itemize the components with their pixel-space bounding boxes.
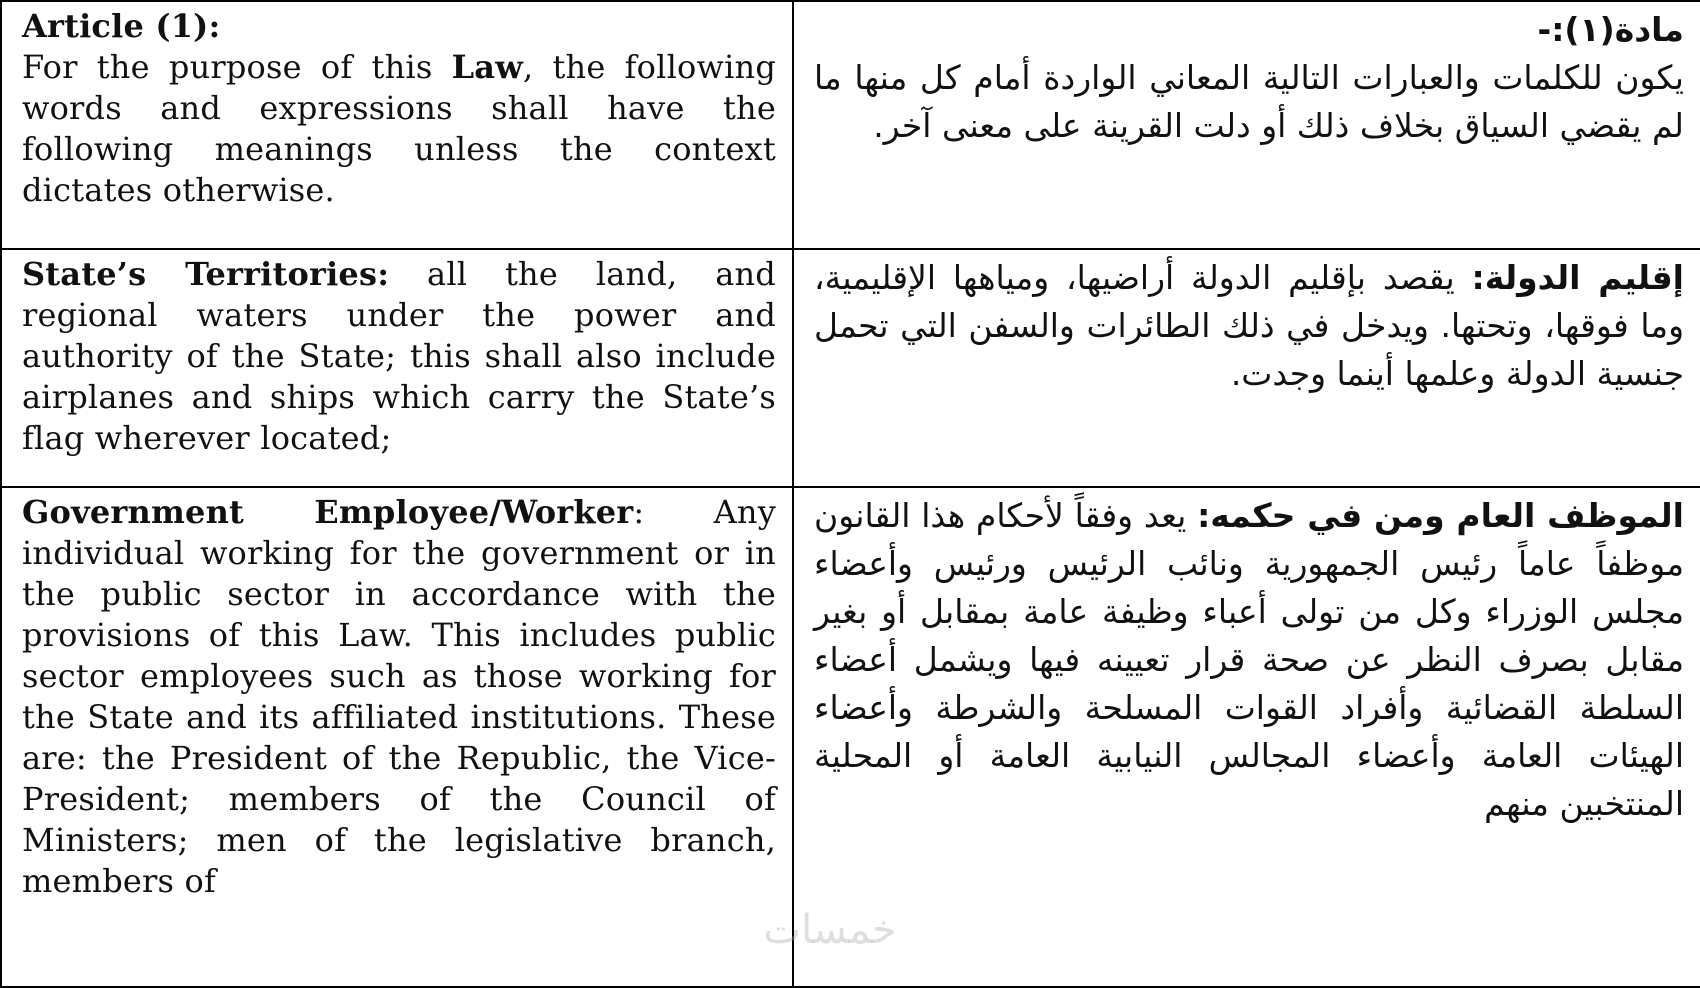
article-1-english-body — [22, 47, 776, 211]
government-employee-english-cell — [1, 487, 793, 987]
article-1-english-body-pre: For the purpose of this — [22, 48, 452, 86]
state-territories-english-cell — [1, 249, 793, 487]
state-territories-english-term: State’s Territories: — [22, 255, 390, 293]
government-employee-arabic-term: الموظف العام ومن في حكمه: — [1197, 496, 1684, 535]
state-territories-arabic-cell — [793, 249, 1700, 487]
article-1-arabic-heading: مادة(١):- — [1537, 10, 1684, 49]
government-employee-english-term: Government Employee/Worker — [22, 493, 634, 531]
state-territories-arabic-term: إقليم الدولة: — [1471, 258, 1684, 297]
article-1-arabic-body: يكون للكلمات والعبارات التالية المعاني الواردة أمام كل منها ما لم يقضي السياق بخلاف ذلك أو دلت القرينة على معنى آخر. — [814, 58, 1684, 145]
article-1-arabic-cell — [793, 1, 1700, 249]
article-1-english-body-law: Law — [451, 48, 523, 86]
article-1-english-body-post: , the following words and expressions shall have the following meanings unless the context dictates otherwise. — [22, 48, 776, 209]
government-employee-english-body: : Any individual working for the government or in the public sector in accordance with the provisions of this Law. This includes public sector employees such as those working for the State and its affiliated institutions. These are: the President of the Republic, the Vice-President; members of the Council of Ministers; men of the legislative branch, members of — [22, 493, 776, 900]
watermark: خمسات — [763, 907, 897, 953]
government-employee-arabic-body: يعد وفقاً لأحكام هذا القانون موظفاً عاماً رئيس الجمهورية ونائب الرئيس ورئيس وأعضاء مجلس الوزراء وكل من تولى أعباء وظيفة عامة بمقابل أو بغير مقابل بصرف النظر عن صحة قرار تعيينه فيها ويشمل أعضاء السلطة القضائية وأفراد القوات المسلحة والشرطة وأعضاء الهيئات العامة وأعضاء المجالس النيابية العامة أو المحلية المنتخبين منهم — [814, 496, 1684, 823]
table-row-state-territories — [1, 249, 1700, 487]
article-1-english-heading: Article (1): — [22, 7, 221, 45]
table-row-article-1 — [1, 1, 1700, 249]
article-1-english-cell — [1, 1, 793, 249]
state-territories-arabic-body: يقصد بإقليم الدولة أراضيها، ومياهها الإقليمية، وما فوقها، وتحتها. ويدخل في ذلك الطائرات والسفن التي تحمل جنسية الدولة وعلمها أينما وجدت. — [814, 258, 1684, 393]
state-territories-english-body: all the land, and regional waters under the power and authority of the State; this shall also include airplanes and ships which carry the State’s flag wherever located; — [22, 255, 776, 457]
